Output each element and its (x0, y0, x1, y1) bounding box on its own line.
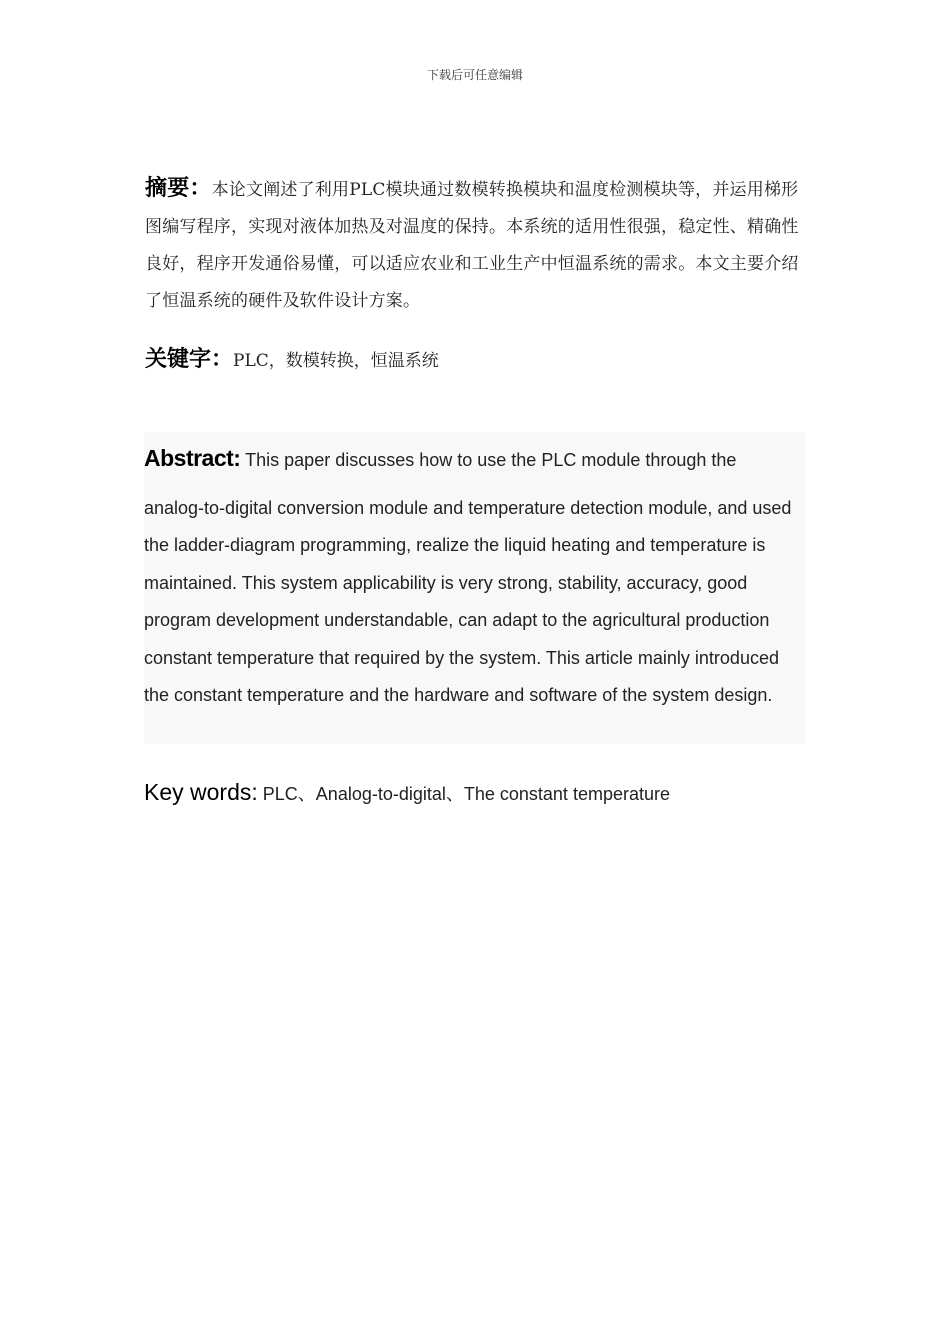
header-note: 下载后可任意编辑 (426, 68, 523, 82)
chinese-keywords (145, 341, 807, 380)
chinese-keywords-label: 关键字： (145, 347, 234, 372)
english-abstract-first-line: This paper discusses how to use the PLC module through the (245, 450, 737, 470)
english-abstract (144, 440, 806, 714)
english-keywords (144, 774, 844, 813)
english-abstract-label: Abstract: (144, 445, 241, 471)
chinese-keywords-text: PLC，数模转换，恒温系统 (233, 351, 439, 371)
chinese-abstract (145, 170, 807, 320)
english-keywords-label: Key words: (144, 779, 258, 805)
english-abstract-first-line-wrap (144, 440, 806, 479)
chinese-abstract-text: 本论文阐述了利用PLC模块通过数模转换模块和温度检测模块等，并运用梯形图编写程序，实现对液体加热及对温度的保持。本系统的适用性很强，稳定性、精确性良好，程序开发通俗易懂，可以适应农业和工业生产中恒温系统的需求。本文主要介绍了恒温系统的硬件及软件设计方案。 (145, 180, 799, 311)
chinese-abstract-label: 摘要： (145, 176, 212, 201)
english-keywords-text: PLC、Analog-to-digital、The constant temperature (262, 784, 670, 804)
english-abstract-text: analog-to-digital conversion module and temperature detection module, and used the ladder-diagram programming, realize the liquid heating and temperature is maintained. This system applicability is very strong, stability, accuracy, good program development understandable, can adapt to the agricultural production constant temperature that required by the system. This article mainly introduced the constant temperature and the hardware and software of the system design. (144, 498, 792, 706)
